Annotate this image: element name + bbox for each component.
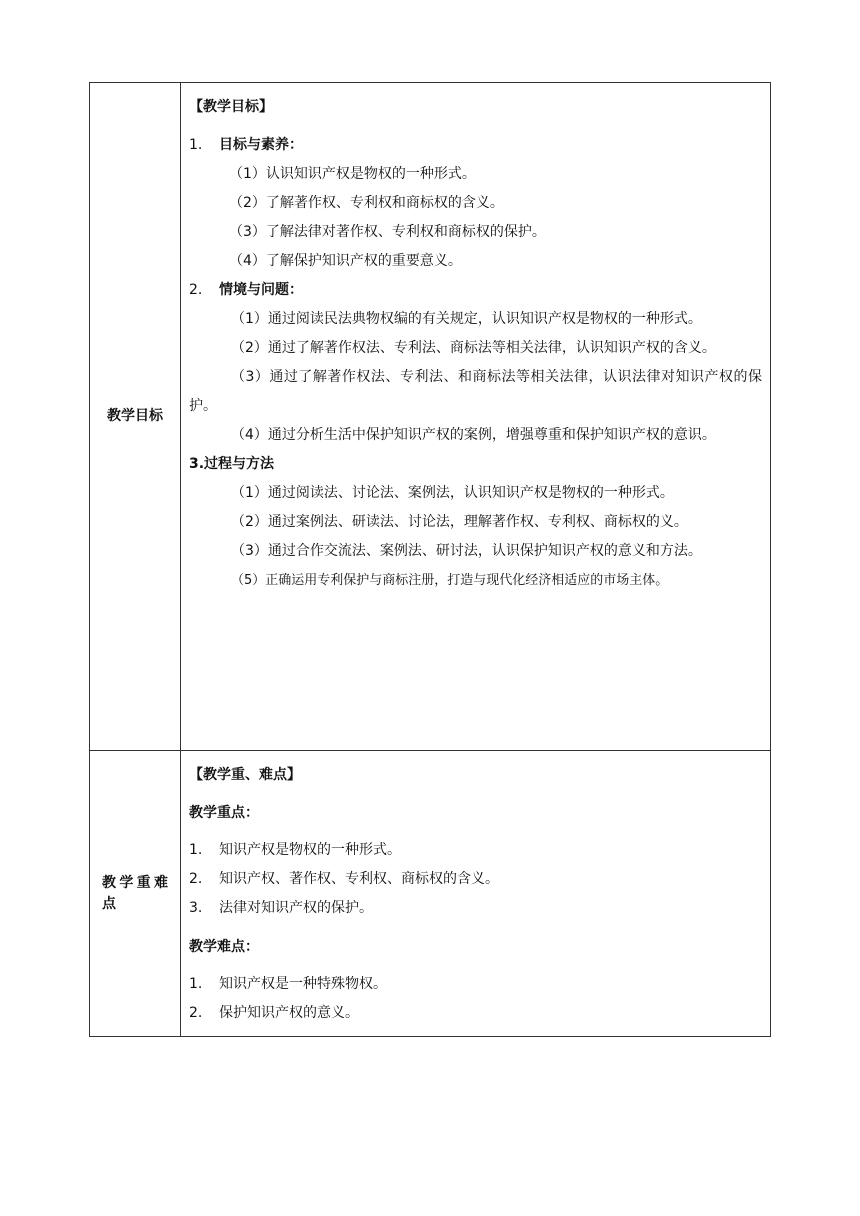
difficulty-heading: 教学难点： [189,939,259,955]
table-row-objectives [90,83,771,751]
key-points-title: 【教学重、难点】 [189,767,301,783]
table-row-key-points [90,751,771,1037]
lesson-plan-table [89,82,771,1037]
list-item [189,865,762,894]
paragraph: （3）通过了解著作权法、专利法、和商标法等相关法律，认识法律对知识产权的保护。 [189,369,762,414]
key-heading: 教学重点： [189,805,259,821]
row-label-cell [90,751,181,1037]
section-heading-3: 3.过程与方法 [189,456,275,472]
paragraph: （2）通过案例法、研读法、讨论法，理解著作权、专利权、商标权的义。 [231,514,688,530]
list-item: （2）了解著作权、专利权和商标权的含义。 [229,195,504,211]
section-heading-text: 目标与素养： [219,137,303,153]
section-number: 2. [189,282,203,298]
objectives-title: 【教学目标】 [189,99,273,115]
key-points-content-cell [181,751,771,1037]
row-label-objectives: 教学目标 [107,408,163,424]
item-text: 知识产权是物权的一种形式。 [219,842,401,858]
section-heading-2 [189,276,762,305]
paragraph: （1）通过阅读法、讨论法、案例法，认识知识产权是物权的一种形式。 [231,485,674,501]
list-item: （1）认识知识产权是物权的一种形式。 [229,166,476,182]
paragraph-small: （5）正确运用专利保护与商标注册，打造与现代化经济相适应的市场主体。 [231,573,669,588]
item-number: 2. [189,871,203,887]
item-number: 2. [189,1005,203,1021]
list-item [189,894,762,923]
item-text: 知识产权、著作权、专利权、商标权的含义。 [219,871,499,887]
list-item: （4）了解保护知识产权的重要意义。 [229,253,462,269]
section-heading-1 [189,131,762,160]
list-item [189,836,762,865]
item-number: 1. [189,976,203,992]
item-text: 法律对知识产权的保护。 [219,900,373,916]
item-number: 1. [189,842,203,858]
paragraph: （1）通过阅读民法典物权编的有关规定，认识知识产权是物权的一种形式。 [231,311,702,327]
paragraph: （2）通过了解著作权法、专利法、商标法等相关法律，认识知识产权的含义。 [231,340,716,356]
paragraph: （3）通过合作交流法、案例法、研讨法，认识保护知识产权的意义和方法。 [231,543,702,559]
row-label-cell [90,83,181,751]
section-number: 1. [189,137,203,153]
item-text: 知识产权是一种特殊物权。 [219,976,387,992]
section-heading-text: 情境与问题： [219,282,303,298]
list-item: （3）了解法律对著作权、专利权和商标权的保护。 [229,224,546,240]
item-number: 3. [189,900,203,916]
list-item [189,999,762,1028]
list-item [189,970,762,999]
item-text: 保护知识产权的意义。 [219,1005,359,1021]
paragraph: （4）通过分析生活中保护知识产权的案例，增强尊重和保护知识产权的意识。 [231,427,716,443]
objectives-content-cell [181,83,771,751]
row-label-key-points: 教学重难点 [102,874,168,912]
